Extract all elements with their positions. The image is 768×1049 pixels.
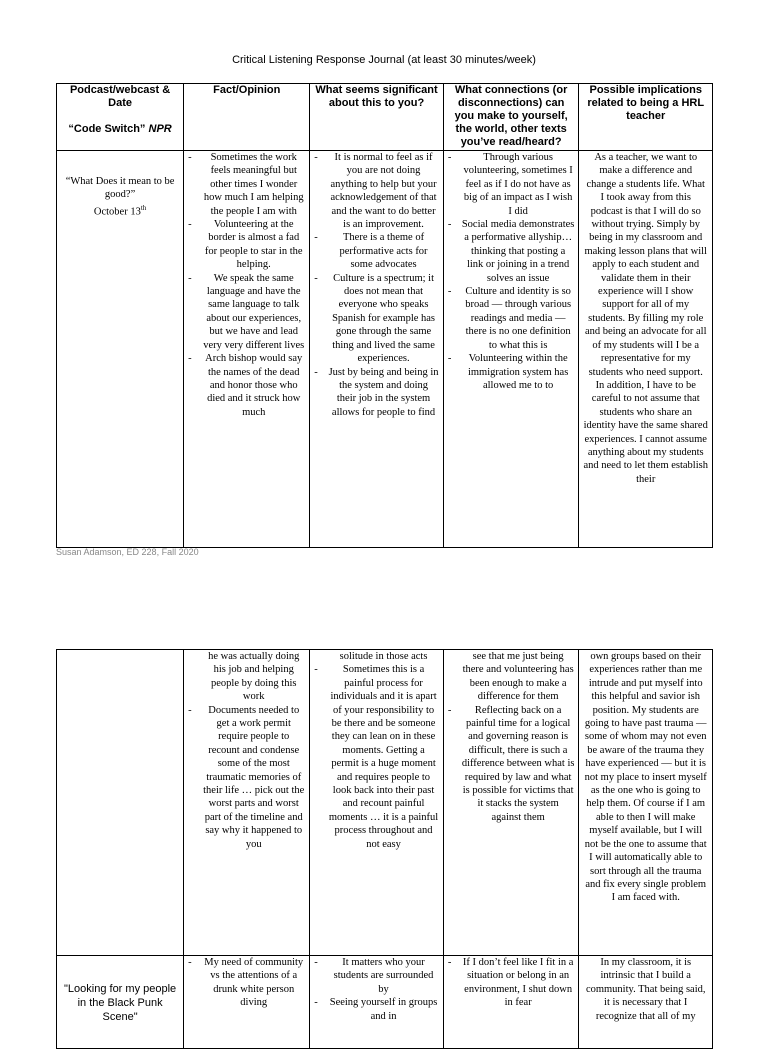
list-item: - Sometimes this is a painful process for individuals and it is apart of your responsibility to be there and be someone they can lean on in these moments. Getting a permit is a huge moment and requires people to look back into their past and recount painful moments … it is a painful process throughout and not easy [314,663,439,851]
bullet-list [188,704,305,851]
entry-row-2 [57,956,713,1049]
episode-cell [57,151,184,548]
entry-row-continued [57,650,713,956]
header-significant: What seems significant about this to you? [310,84,444,151]
facts-cell [184,151,310,548]
implications-cell-2 [579,956,713,1049]
connections-cell [443,151,579,548]
implications-continued-text: own groups based on their experiences rather than me intrude and put myself into this helpful and savior ish position. My students are going to have past trauma — some of whom may not even be aware of the trauma they have experienced — but it is not my place to insert myself as the one who is going to help them. Of course if I am able to then I will make myself available, but I will not be the one to assume that I will automatically able to sort through all the trauma and fix every single problem I am faced with. [584,651,707,904]
list-item: - Volunteering at the border is almost a fad for people to star in the helping. [188,218,305,272]
bullet-list [314,663,439,851]
header-implications: Possible implications related to being a HRL teacher [579,84,713,151]
list-item: - It matters who your students are surrounded by [314,956,439,996]
bullet-list [314,956,439,1022]
significant-cell-continued [310,650,444,956]
bullet-list [188,956,305,1010]
connections-continued-text: see that me just being there and volunteering has been enough to make a difference for them [462,651,574,703]
episode-date: October 13th [93,203,147,218]
facts-cell-continued [184,650,310,956]
facts-continued-text: he was actually doing his job and helping people by doing this work [208,651,300,703]
significant-continued-text: solitude in those acts [339,651,428,662]
episode-cell-empty [57,650,184,956]
implications-text: As a teacher, we want to make a difference and change a students life. What I took away from this podcast is that I will do so without trying. Simply by being in my classroom and making lesson plans that will apply to each student and validate them in their experience will I show support for all of my students. By filling my role and being an advocate for all of my students will I be a representative for my students who need support. In addition, I have to be careful to not assume that students who share an identity have the same shared experiences. I cannot assume anything about my students and need to let them establish their [583,152,708,485]
facts-cell-2 [184,956,310,1049]
journal-table-page-1 [56,83,713,548]
list-item: - If I don’t feel like I fit in a situation or belong in an environment, I shut down in fear [448,956,575,1010]
journal-table-page-2 [56,649,713,1049]
connections-cell-2 [443,956,579,1049]
episode-title: “What Does it mean to be good?” [65,176,175,201]
list-item: - Through various volunteering, sometimes I feel as if I do not have as big of an impact as I wish I did [448,151,575,218]
list-item: - There is a theme of performative acts for some advocates [314,231,439,271]
list-item: - Culture is a spectrum; it does not mean that everyone who speaks Spanish for example has gone through the same thing and lived the same experiences. [314,272,439,366]
header-network: NPR [148,123,172,135]
page-footer: Susan Adamson, ED 228, Fall 2020 [56,547,199,557]
header-fact-opinion: Fact/Opinion [184,84,310,151]
header-podcast-label: Podcast/webcast & Date [69,84,171,109]
episode-title-2: "Looking for my people in the Black Punk Scene" [64,983,177,1023]
episode-cell-2 [57,956,184,1049]
list-item: - We speak the same language and have the same language to talk about our experiences, but we have and lead very very different lives [188,272,305,352]
header-podcast [57,84,184,151]
implications-text-2: In my classroom, it is intrinsic that I build a community. That being said, it is necessary that I recognize that all of my [585,957,706,1022]
list-item: - Sometimes the work feels meaningful but other times I wonder how much I am helping the people I am with [188,151,305,218]
bullet-list [448,704,575,825]
bullet-list [448,151,575,392]
list-item: - It is normal to feel as if you are not doing anything to help but your acknowledgement of that and the want to do better is an improvement. [314,151,439,231]
list-item: - Documents needed to get a work permit require people to recount and condense some of the most traumatic memories of their life … pick out the worst parts and worst part of the timeline and say why it happened to you [188,704,305,851]
header-connections: What connections (or disconnections) can you make to yourself, the world, other texts you’ve read/heard? [443,84,579,151]
significant-cell-2 [310,956,444,1049]
entry-row [57,151,713,548]
implications-cell-continued [579,650,713,956]
page-title: Critical Listening Response Journal (at least 30 minutes/week) [232,54,536,66]
bullet-list [188,151,305,419]
implications-cell [579,151,713,548]
list-item: - Culture and identity is so broad — through various readings and media — there is no one definition to what this is [448,285,575,352]
list-item: - Reflecting back on a painful time for a logical and governing reason is difficult, there is such a difference between what is required by law and what is possible for victims that it stacks the system against them [448,704,575,825]
bullet-list [314,151,439,419]
connections-cell-continued [443,650,579,956]
bullet-list [448,956,575,1010]
list-item: - Arch bishop would say the names of the dead and honor those who died and it struck how much [188,352,305,419]
list-item: - My need of community vs the attentions of a drunk white person diving [188,956,305,1010]
header-show-name: “Code Switch” NPR [68,123,172,135]
header-row [57,84,713,151]
list-item: - Social media demonstrates a performative allyship… thinking that posting a link or joining in a trend solves an issue [448,218,575,285]
significant-cell [310,151,444,548]
list-item: - Seeing yourself in groups and in [314,996,439,1022]
list-item: - Volunteering within the immigration system has allowed me to to [448,352,575,392]
list-item: - Just by being and being in the system and doing their job in the system allows for people to find [314,366,439,420]
